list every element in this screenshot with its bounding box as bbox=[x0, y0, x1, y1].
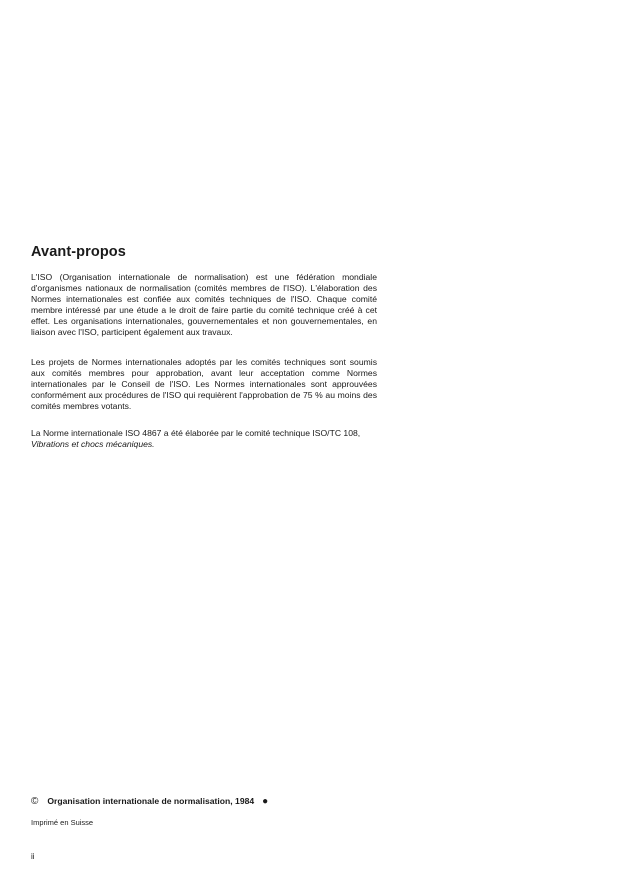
section-heading: Avant-propos bbox=[31, 244, 126, 260]
bullet-icon: ● bbox=[262, 796, 269, 807]
printed-in: Imprimé en Suisse bbox=[31, 818, 94, 827]
standard-origin-text: La Norme internationale ISO 4867 a été élaborée par le comité technique ISO/TC 108, bbox=[31, 428, 361, 438]
committee-title: Vibrations et chocs mécaniques. bbox=[31, 439, 155, 449]
copyright-text: Organisation internationale de normalisation, 1984 bbox=[47, 796, 255, 806]
copyright-line bbox=[31, 796, 268, 807]
page-number: ii bbox=[31, 852, 35, 861]
paragraph-standard-origin bbox=[31, 428, 377, 450]
paragraph-iso-intro: L'ISO (Organisation internationale de normalisation) est une fédération mondiale d'organismes nationaux de normalisation (comités membres de l'ISO). L'élaboration des Normes internationales est confiée aux comités techniques de l'ISO. Chaque comité membre intéressé par une étude a le droit de faire partie du comité technique créé à cet effet. Les organisations internationales, gouvernementales et non gouvernementales, en liaison avec l'ISO, participent également aux travaux. bbox=[31, 272, 377, 337]
paragraph-approval: Les projets de Normes internationales adoptés par les comités techniques sont soumis aux comités membres pour approbation, avant leur acceptation comme Normes internationales par le Conseil de l'ISO. Les Normes internationales sont approuvées conformément aux procédures de l'ISO qui requièrent l'approbation de 75 % au moins des comités membres votants. bbox=[31, 357, 377, 411]
copyright-icon: © bbox=[31, 796, 39, 807]
